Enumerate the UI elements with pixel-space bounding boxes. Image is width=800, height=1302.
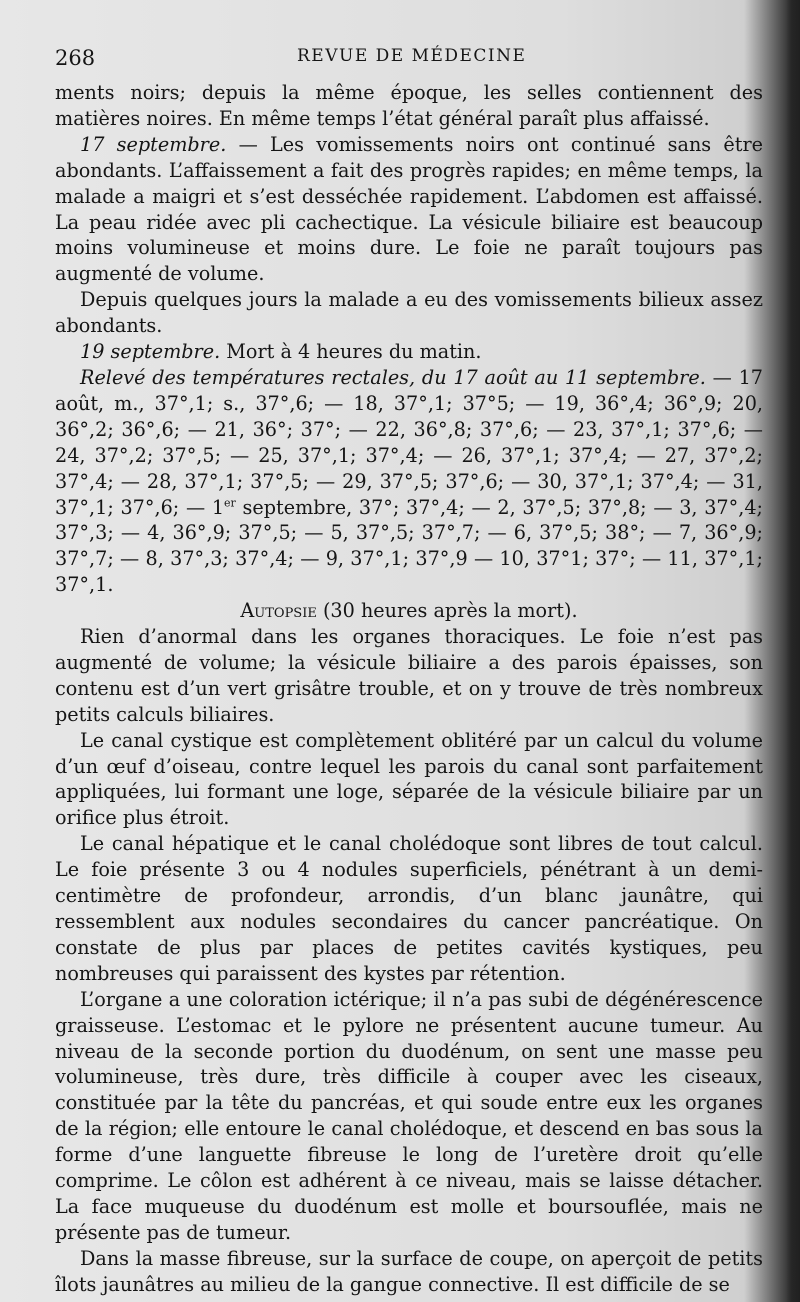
page-number: 268: [55, 46, 96, 70]
paragraph-text: Le canal cystique est complètement oblitéré par un calcul du volume d’un œuf d’oiseau, contre lequel les parois du canal sont parfaitement appliquées, lui formant une loge, séparée de la vésicule biliaire par un orifice plus étroit.: [55, 728, 763, 830]
paragraph-text: Dans la masse fibreuse, sur la surface de coupe, on aperçoit de petits îlots jaunâtres au milieu de la gangue connective. Il est difficile de se: [55, 1246, 763, 1296]
paragraph-text: Rien d’anormal dans les organes thoraciques. Le foie n’est pas augmenté de volume; la vésicule biliaire a des parois épaisses, son contenu est d’un vert grisâtre trouble, et on y trouve de très nombreux petits calculs biliaires.: [55, 625, 763, 726]
page-header: [55, 46, 755, 76]
running-title: REVUE DE MÉDECINE: [297, 46, 527, 66]
paragraph-organes-thoraciques: [55, 624, 763, 728]
paragraph-text: ments noirs; depuis la même époque, les selles contiennent des matières noires. En même temps l’état général paraît plus affaissé.: [55, 81, 763, 130]
paragraph-19-septembre: [55, 339, 763, 365]
section-heading-autopsie: [55, 598, 763, 624]
date-label: 17 septembre.: [80, 132, 227, 156]
paragraph-text: — 17 août, m., 37°,1; s., 37°,6; — 18, 37°,1; 37°5; — 19, 36°,4; 36°,9; 20, 36°,2; 36°,6; — 21, 36°; 37°; — 22, 36°,8; 37°,6; — 23, 37°,1; 37°,6; — 24, 37°,2; 37°,5; — 25, 37°,1; 37°,4; — 26, 37°,1; 37°,4; — 27, 37°,2; 37°,4; — 28, 37°,1; 37°,5; — 29, 37°,5; 37°,6; — 30, 37°,1; 37°,4; — 31, 37°,1; 37°,6; — 1: [55, 365, 763, 519]
paragraph-masse-fibreuse: [55, 1246, 763, 1298]
paragraph-canal-cystique: [55, 728, 763, 832]
paragraph-text: septembre, 37°; 37°,4; — 2, 37°,5; 37°,8; — 3, 37°,4; 37°,3; — 4, 36°,9; 37°,5; — 5, 37°,5; 37°,7; — 6, 37°,5; 38°; — 7, 36°,9; 37°,7; — 8, 37°,3; 37°,4; — 9, 37°,1; 37°,9 — 10, 37°1; 37°; — 11, 37°,1; 37°,1.: [55, 495, 763, 597]
paragraph-text: Mort à 4 heures du matin.: [220, 340, 482, 364]
paragraph-text: Depuis quelques jours la malade a eu des vomissements bilieux assez abondants.: [55, 288, 763, 338]
paragraph-canal-hepatique: [55, 831, 763, 986]
heading-word: Autopsie: [240, 599, 317, 623]
temperatures-title: Relevé des températures rectales, du 17 août au 11 septembre.: [80, 365, 706, 389]
body-text: [55, 80, 763, 1298]
paragraph-17-septembre: [55, 132, 763, 287]
ordinal-suffix: er: [224, 496, 236, 510]
paragraph-text: Le canal hépatique et le canal cholédoque sont libres de tout calcul. Le foie présente 3 ou 4 nodules superficiels, pénétrant à un demi-centimètre de profondeur, arrondis, d’un blanc jaunâtre, qui ressemblent aux nodules secondaires du cancer pancréatique. On constate de plus par places de petites cavités kystiques, peu nombreuses qui paraissent des kystes par rétention.: [55, 832, 763, 985]
paragraph-organe-icterique: [55, 987, 763, 1246]
page-edge-shadow: [786, 0, 800, 1302]
heading-rest: (30 heures après la mort).: [316, 599, 578, 623]
paragraph-text: — Les vomissements noirs ont continué sans être abondants. L’affaissement a fait des progrès rapides; en même temps, la malade a maigri et s’est desséchée rapidement. L’abdomen est affaissé. La peau ridée avec pli cachectique. La vésicule biliaire est beaucoup moins volumineuse et moins dure. Le foie ne paraît toujours pas augmenté de volume.: [55, 132, 763, 286]
paragraph-vomissements-bilieux: [55, 287, 763, 339]
date-label: 19 septembre.: [80, 340, 221, 364]
paragraph-continuation: [55, 80, 763, 132]
paragraph-text: L’organe a une coloration ictérique; il n’a pas subi de dégénérescence graisseuse. L’estomac et le pylore ne présentent aucune tumeur. Au niveau de la seconde portion du duodénum, on sent une masse peu volumineuse, très dure, très difficile à couper avec les ciseaux, constituée par la tête du pancréas, et qui soude entre eux les organes de la région; elle entoure le canal cholédoque, et descend en bas sous la forme d’une languette fibreuse le long de l’uretère droit qu’elle comprime. Le côlon est adhérent à ce niveau, mais se laisse détacher. La face muqueuse du duodénum est molle et boursouflée, mais ne présente pas de tumeur.: [55, 987, 763, 1244]
paragraph-temperatures: [55, 365, 763, 598]
